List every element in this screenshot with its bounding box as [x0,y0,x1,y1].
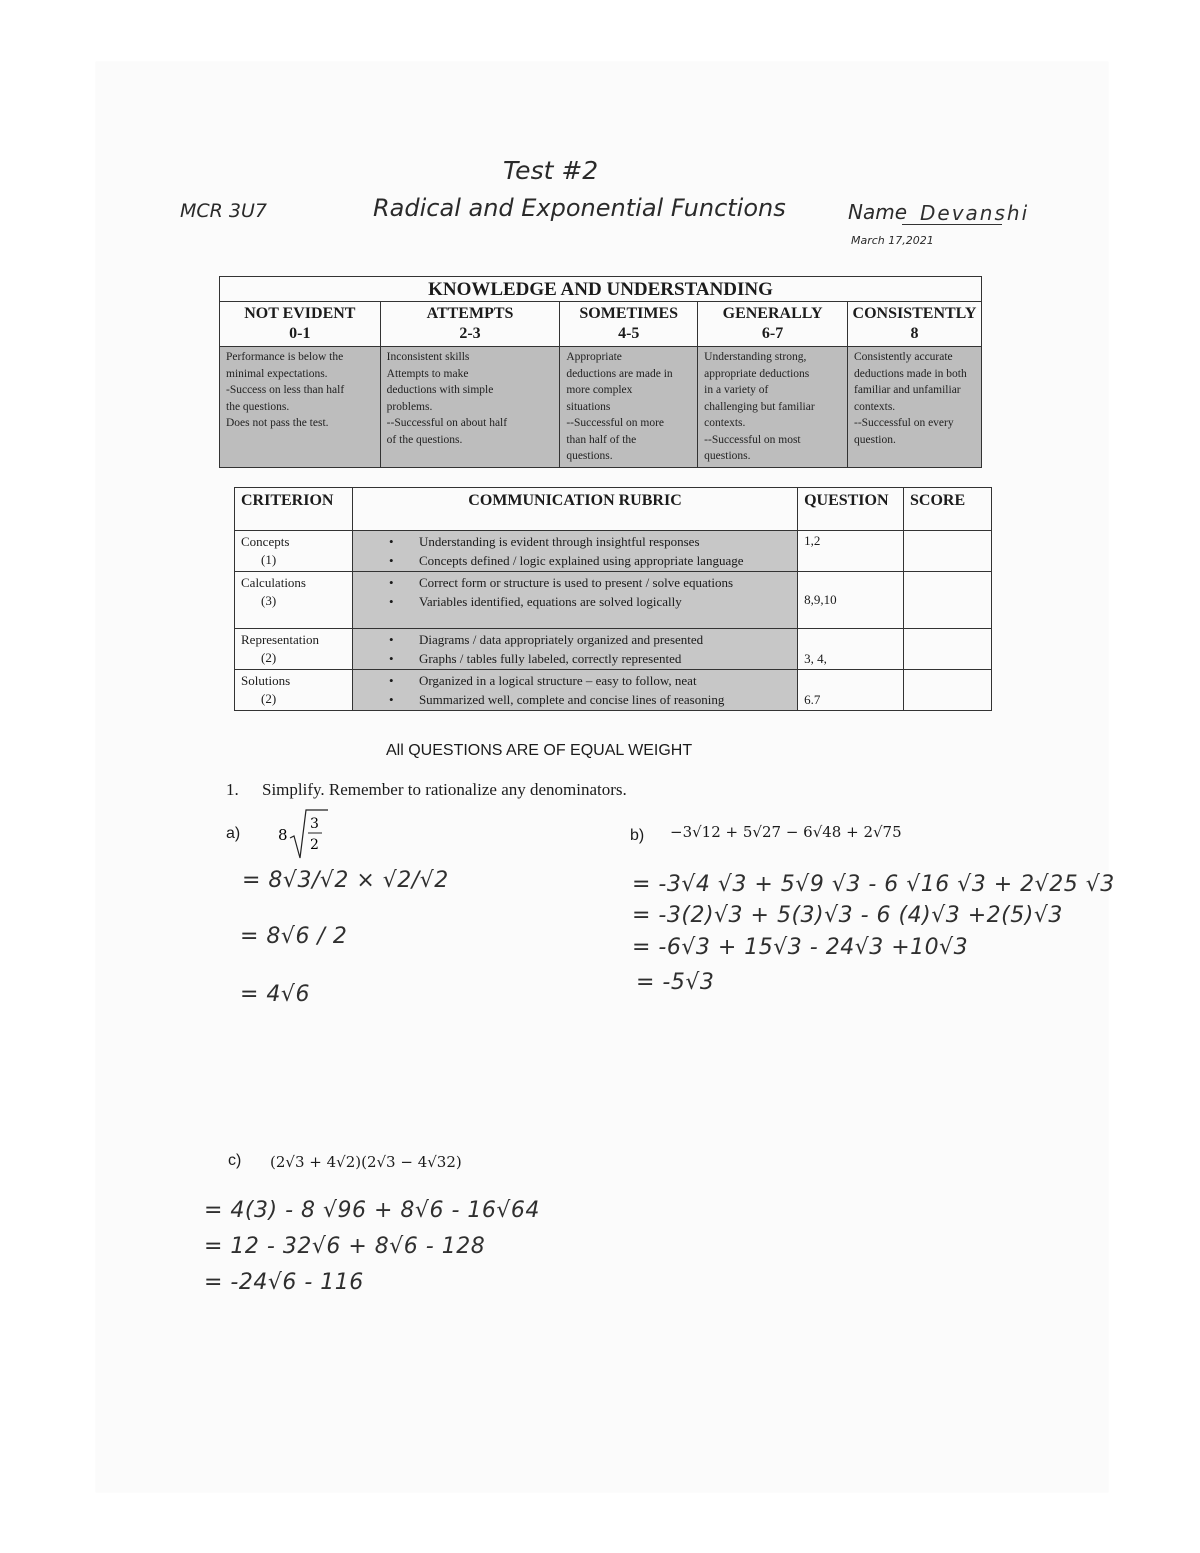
part-b-label: b) [630,827,645,844]
rubric-cell: • Correct form or structure is used to present / solve equations • Variables identified, equations are solved logically [352,572,797,629]
test-date: March 17,2021 [851,234,934,247]
score-cell [904,531,992,572]
question-cell: 1,2 [798,531,904,572]
level-description: Understanding strong, appropriate deductions in a variety of challenging but familiar contexts. --Successful on most questions. [698,347,848,468]
part-a-work-line: = 8√3/√2 × √2/√2 [242,868,449,893]
level-description: Consistently accurate deductions made in both familiar and unfamiliar contexts. --Successful on every question. [847,347,981,468]
table-row [235,629,992,670]
question-header: QUESTION [798,488,904,531]
rubric-cell: • Understanding is evident through insightful responses • Concepts defined / logic explained using appropriate language [352,531,797,572]
part-c-work-line: = -24√6 - 116 [204,1270,364,1295]
score-cell [904,670,992,711]
level-header: GENERALLY 6-7 [698,302,848,347]
part-c-work-line: = 4(3) - 8 √96 + 8√6 - 16√64 [204,1198,540,1223]
criterion-header: CRITERION [235,488,353,531]
criterion-cell: Concepts (1) [235,531,353,572]
equal-weight-note: All QUESTIONS ARE OF EQUAL WEIGHT [386,742,693,759]
question-cell: 8,9,10 [798,572,904,629]
test-subtitle: Radical and Exponential Functions [373,194,786,222]
criterion-cell: Representation (2) [235,629,353,670]
part-a-work-line: = 4√6 [240,982,310,1007]
question-text: Simplify. Remember to rationalize any denominators. [262,780,627,799]
part-a-expression [276,808,336,862]
table-row [235,531,992,572]
level-description: Performance is below the minimal expectations. -Success on less than half the questions. Does not pass the test. [220,347,381,468]
level-header: ATTEMPTS 2-3 [380,302,560,347]
part-b-work-line: = -5√3 [636,970,715,995]
knowledge-understanding-table [219,276,982,468]
table-row [235,572,992,629]
part-c-label: c) [228,1152,242,1169]
knowledge-table-title: KNOWLEDGE AND UNDERSTANDING [220,277,982,302]
level-description: Inconsistent skills Attempts to make deductions with simple problems. --Successful on about half of the questions. [380,347,560,468]
level-header: CONSISTENTLY 8 [847,302,981,347]
score-cell [904,572,992,629]
rubric-cell: • Diagrams / data appropriately organized and presented • Graphs / tables fully labeled, correctly represented [352,629,797,670]
part-c-work-line: = 12 - 32√6 + 8√6 - 128 [204,1234,486,1259]
question-cell: 3, 4, [798,629,904,670]
part-a-work-line: = 8√6 / 2 [240,924,348,949]
score-header: SCORE [904,488,992,531]
table-row [235,670,992,711]
course-code: MCR 3U7 [180,200,267,222]
level-description: Appropriate deductions are made in more complex situations --Successful on more than half of the questions. [560,347,698,468]
question-cell: 6.7 [798,670,904,711]
part-a-coefficient: 8 [278,826,288,844]
name-label: Name [848,200,908,224]
question-number: 1. [226,780,239,799]
rubric-header: COMMUNICATION RUBRIC [352,488,797,531]
part-c-expression: (2√3 + 4√2)(2√3 − 4√32) [270,1153,462,1171]
part-b-expression: −3√12 + 5√27 − 6√48 + 2√75 [670,823,902,841]
rubric-cell: • Organized in a logical structure – easy to follow, neat • Summarized well, complete and concise lines of reasoning [352,670,797,711]
part-b-work-line: = -3√4 √3 + 5√9 √3 - 6 √16 √3 + 2√25 √3 [632,872,1115,897]
radical-sign [290,810,328,858]
part-a-denominator: 2 [310,837,319,853]
student-name: Devanshi [920,201,1030,225]
part-b-work-line: = -6√3 + 15√3 - 24√3 +10√3 [632,935,969,960]
test-title: Test #2 [503,156,599,185]
part-a-label: a) [226,825,241,842]
communication-rubric-table [234,487,992,711]
level-header: SOMETIMES 4-5 [560,302,698,347]
part-a-numerator: 3 [310,816,319,832]
criterion-cell: Solutions (2) [235,670,353,711]
score-cell [904,629,992,670]
level-header: NOT EVIDENT 0-1 [220,302,381,347]
part-b-work-line: = -3(2)√3 + 5(3)√3 - 6 (4)√3 +2(5)√3 [632,903,1063,928]
criterion-cell: Calculations (3) [235,572,353,629]
